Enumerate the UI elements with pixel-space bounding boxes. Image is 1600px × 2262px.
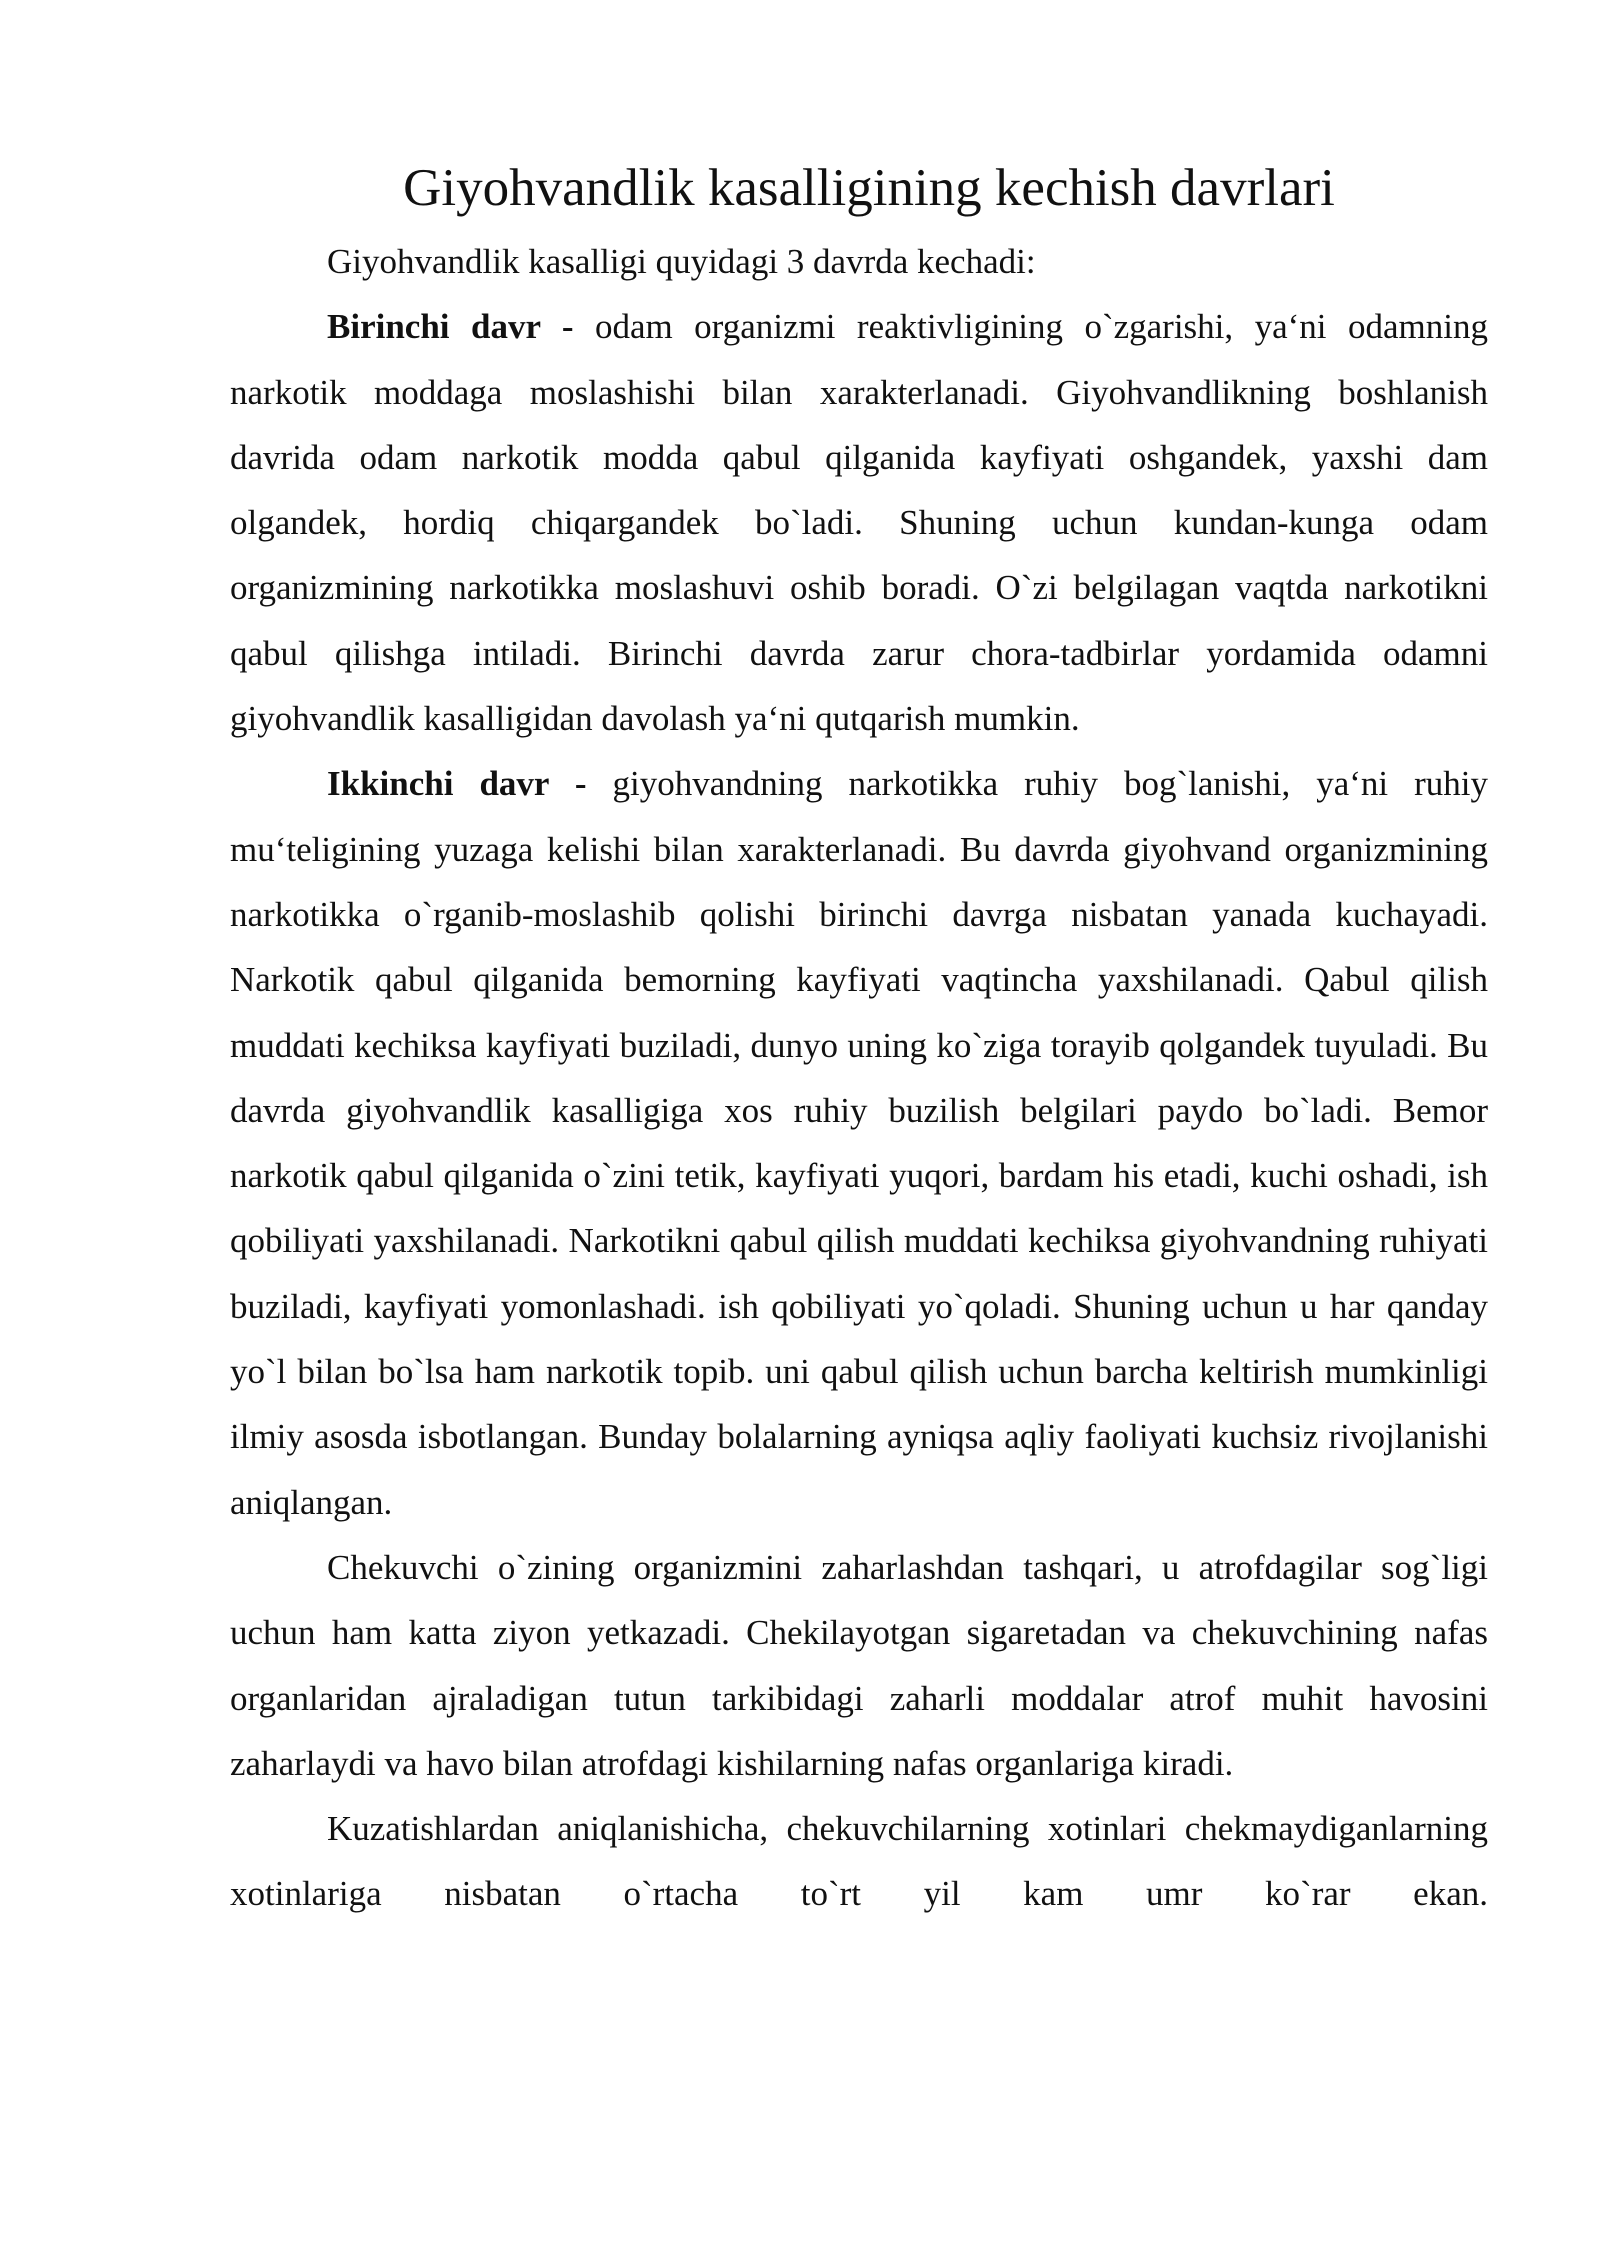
paragraph-second-period — [230, 751, 1488, 1535]
paragraph-first-period — [230, 294, 1488, 751]
paragraph-smoker — [230, 1535, 1488, 1796]
paragraph-text: odam organizmi reaktivligining o`zgarishi, ya‘ni odamning narkotik moddaga moslashishi bilan xarakterlanadi. Giyohvandlikning boshlanish davrida odam narkotik modda qabul qilganida kayfiyati oshgandek, yaxshi dam olgandek, hordiq chiqargandek bo`ladi. Shuning uchun kundan-kunga odam organizmining narkotikka moslashuvi oshib boradi. O`zi belgilagan vaqtda narkotikni qabul qilishga intiladi. Birinchi davrda zarur chora-tadbirlar yordamida odamni giyohvandlik kasalligidan davolash ya‘ni qutqarish mumkin. — [230, 307, 1488, 739]
paragraph-text: giyohvandning narkotikka ruhiy bog`lanishi, ya‘ni ruhiy mu‘teligining yuzaga kelishi bilan xarakterlanadi. Bu davrda giyohvand organizmining narkotikka o`rganib-moslashib qolishi birinchi davrga nisbatan yanada kuchayadi. Narkotik qabul qilganida bemorning kayfiyati vaqtincha yaxshilanadi. Qabul qilish muddati kechiksa kayfiyati buziladi, dunyo uning ko`ziga torayib qolgandek tuyuladi. Bu davrda giyohvandlik kasalligiga xos ruhiy buzilish belgilari paydo bo`ladi. Bemor narkotik qabul qilganida o`zini tetik, kayfiyati yuqori, bardam his etadi, kuchi oshadi, ish qobiliyati yaxshilanadi. Narkotikni qabul qilish muddati kechiksa giyohvandning ruhiyati buziladi, kayfiyati yomonlashadi. ish qobiliyati yo`qoladi. Shuning uchun u har qanday yo`l bilan bo`lsa ham narkotik topib. uni qabul qilish uchun barcha keltirish mumkinligi ilmiy asosda isbotlangan. Bunday bolalarning ayniqsa aqliy faoliyati kuchsiz rivojlanishi aniqlangan. — [230, 764, 1488, 1522]
paragraph-text: Kuzatishlardan aniqlanishicha, chekuvchilarning xotinlari chekmaydiganlarning xotinlariga nisbatan o`rtacha to`rt yil kam umr ko`rar ekan. — [230, 1809, 1488, 1914]
intro-paragraph: Giyohvandlik kasalligi quyidagi 3 davrda kechadi: — [327, 242, 1036, 281]
document-title: Giyohvandlik kasalligining kechish davrlari — [403, 159, 1335, 217]
paragraph-observations — [230, 1796, 1488, 1927]
document-page — [230, 150, 1488, 1927]
paragraph-lead: Ikkinchi davr - — [327, 764, 587, 804]
paragraph-lead: Birinchi davr - — [327, 307, 574, 347]
paragraph-text: Chekuvchi o`zining organizmini zaharlashdan tashqari, u atrofdagilar sog`ligi uchun ham katta ziyon yetkazadi. Chekilayotgan sigaretadan va chekuvchining nafas organlaridan ajraladigan tutun tarkibidagi zaharli moddalar atrof muhit havosini zaharlaydi va havo bilan atrofdagi kishilarning nafas organlariga kiradi. — [230, 1547, 1488, 1783]
